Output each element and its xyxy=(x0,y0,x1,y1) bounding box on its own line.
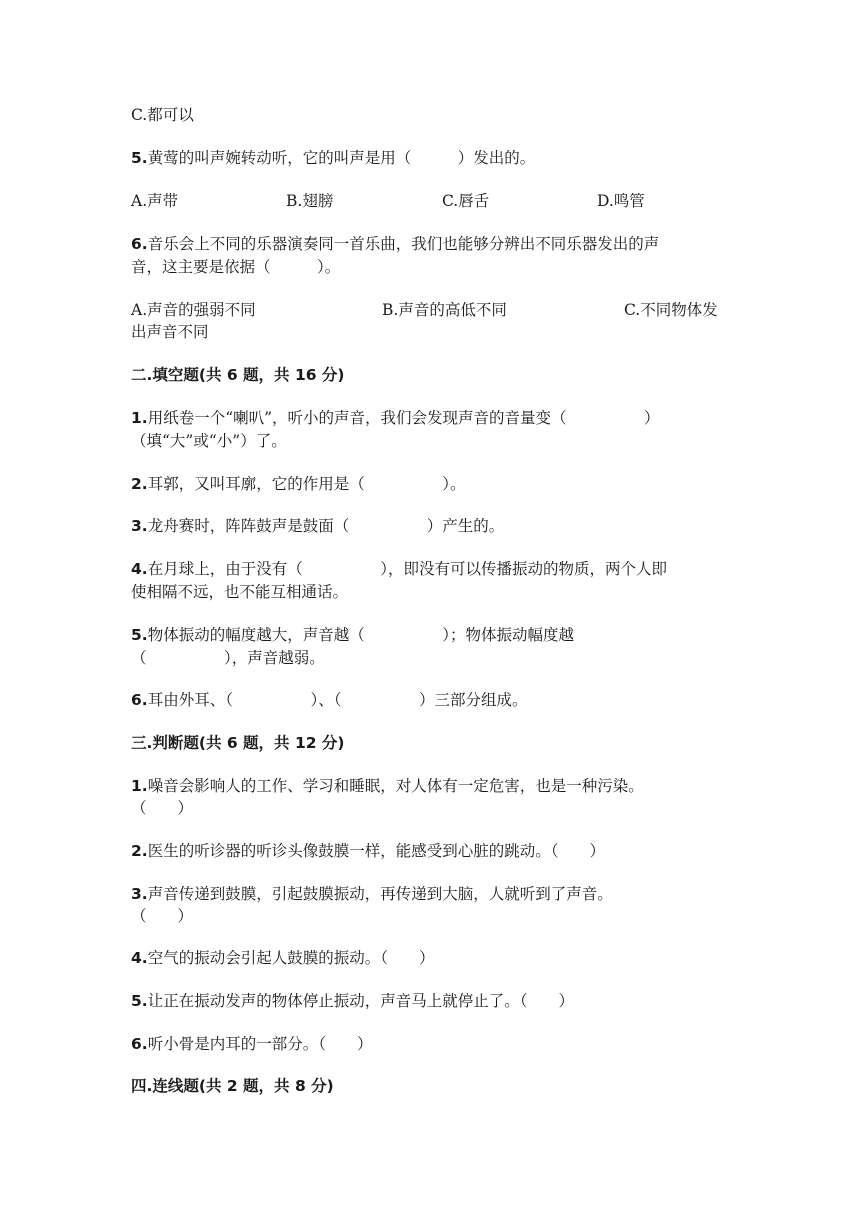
question-judge-2 xyxy=(131,840,605,862)
question-fill-5 xyxy=(131,624,574,646)
question-text-line1: 噪音会影响人的工作、学习和睡眠，对人体有一定危害，也是一种污染。 xyxy=(147,777,644,795)
question-text-line2: （ ） xyxy=(131,907,194,925)
question-text-line2: 音，这主要是依据（ ）。 xyxy=(131,258,341,276)
option-c-wrap: 出声音不同 xyxy=(131,323,209,341)
question-number: 4. xyxy=(131,560,148,578)
question-text: 耳由外耳、（ ）、（ ）三部分组成。 xyxy=(147,691,528,709)
option-c: C.唇舌 xyxy=(442,192,490,210)
question-number: 2. xyxy=(131,475,148,493)
option-c: C.不同物体发 xyxy=(624,301,718,319)
question-text: 听小骨是内耳的一部分。（ ） xyxy=(147,1035,373,1053)
question-judge-4 xyxy=(131,947,434,969)
question-text-line1: 声音传递到鼓膜，引起鼓膜振动，再传递到大脑，人就听到了声音。 xyxy=(147,885,613,903)
question-text: 黄莺的叫声婉转动听，它的叫声是用（ ）发出的。 xyxy=(147,149,536,167)
question-text-line1: 用纸卷一个“喇叭”，听小的声音，我们会发现声音的音量变（ ） xyxy=(147,409,660,427)
option-d: D.鸣管 xyxy=(597,192,645,210)
question-number: 1. xyxy=(131,777,148,795)
question-number: 1. xyxy=(131,409,148,427)
question-text: 让正在振动发声的物体停止振动，声音马上就停止了。（ ） xyxy=(147,992,574,1010)
section-heading-fill: 二.填空题(共 6 题，共 16 分) xyxy=(131,366,345,384)
question-number: 6. xyxy=(131,1035,148,1053)
question-fill-1 xyxy=(131,407,660,429)
section-heading-match: 四.连线题(共 2 题，共 8 分) xyxy=(131,1077,334,1095)
question-number: 5. xyxy=(131,149,148,167)
option-a: A.声带 xyxy=(131,192,179,210)
option-b: B.声音的高低不同 xyxy=(382,301,507,319)
question-number: 3. xyxy=(131,517,148,535)
question-text: 龙舟赛时，阵阵鼓声是鼓面（ ）产生的。 xyxy=(147,517,505,535)
question-number: 6. xyxy=(131,691,148,709)
question-number: 2. xyxy=(131,842,148,860)
section-heading-judge: 三.判断题(共 6 题，共 12 分) xyxy=(131,734,345,752)
option-b: B.翅膀 xyxy=(286,192,334,210)
question-judge-3 xyxy=(131,883,613,905)
question-text: 空气的振动会引起人鼓膜的振动。（ ） xyxy=(147,949,435,967)
question-text-line1: 音乐会上不同的乐器演奏同一首乐曲，我们也能够分辨出不同乐器发出的声 xyxy=(147,235,660,253)
question-text: 耳郭，又叫耳廓，它的作用是（ ）。 xyxy=(147,475,466,493)
question-text-line2: 使相隔不远，也不能互相通话。 xyxy=(131,583,349,601)
question-text-line1: 在月球上，由于没有（ ），即没有可以传播振动的物质，两个人即 xyxy=(147,560,667,578)
question-judge-6 xyxy=(131,1033,372,1055)
question-text-line2: （ ），声音越弱。 xyxy=(131,649,325,667)
question-number: 6. xyxy=(131,235,148,253)
question-text-line1: 物体振动的幅度越大，声音越（ ）；物体振动幅度越 xyxy=(147,626,574,644)
question-number: 5. xyxy=(131,626,148,644)
question-fill-6 xyxy=(131,689,527,711)
question-judge-1 xyxy=(131,775,644,797)
option-c-previous: C.都可以 xyxy=(131,106,194,124)
question-choice-5 xyxy=(131,147,535,169)
question-number: 3. xyxy=(131,885,148,903)
question-text-line2: （填“大”或“小”）了。 xyxy=(131,432,287,450)
question-text: 医生的听诊器的听诊头像鼓膜一样，能感受到心脏的跳动。（ ） xyxy=(147,842,605,860)
question-number: 5. xyxy=(131,992,148,1010)
question-choice-6 xyxy=(131,233,659,255)
question-fill-2 xyxy=(131,473,465,495)
question-fill-4 xyxy=(131,558,667,580)
option-a: A.声音的强弱不同 xyxy=(131,301,256,319)
question-number: 4. xyxy=(131,949,148,967)
question-judge-5 xyxy=(131,990,574,1012)
question-fill-3 xyxy=(131,515,504,537)
question-text-line2: （ ） xyxy=(131,799,194,817)
